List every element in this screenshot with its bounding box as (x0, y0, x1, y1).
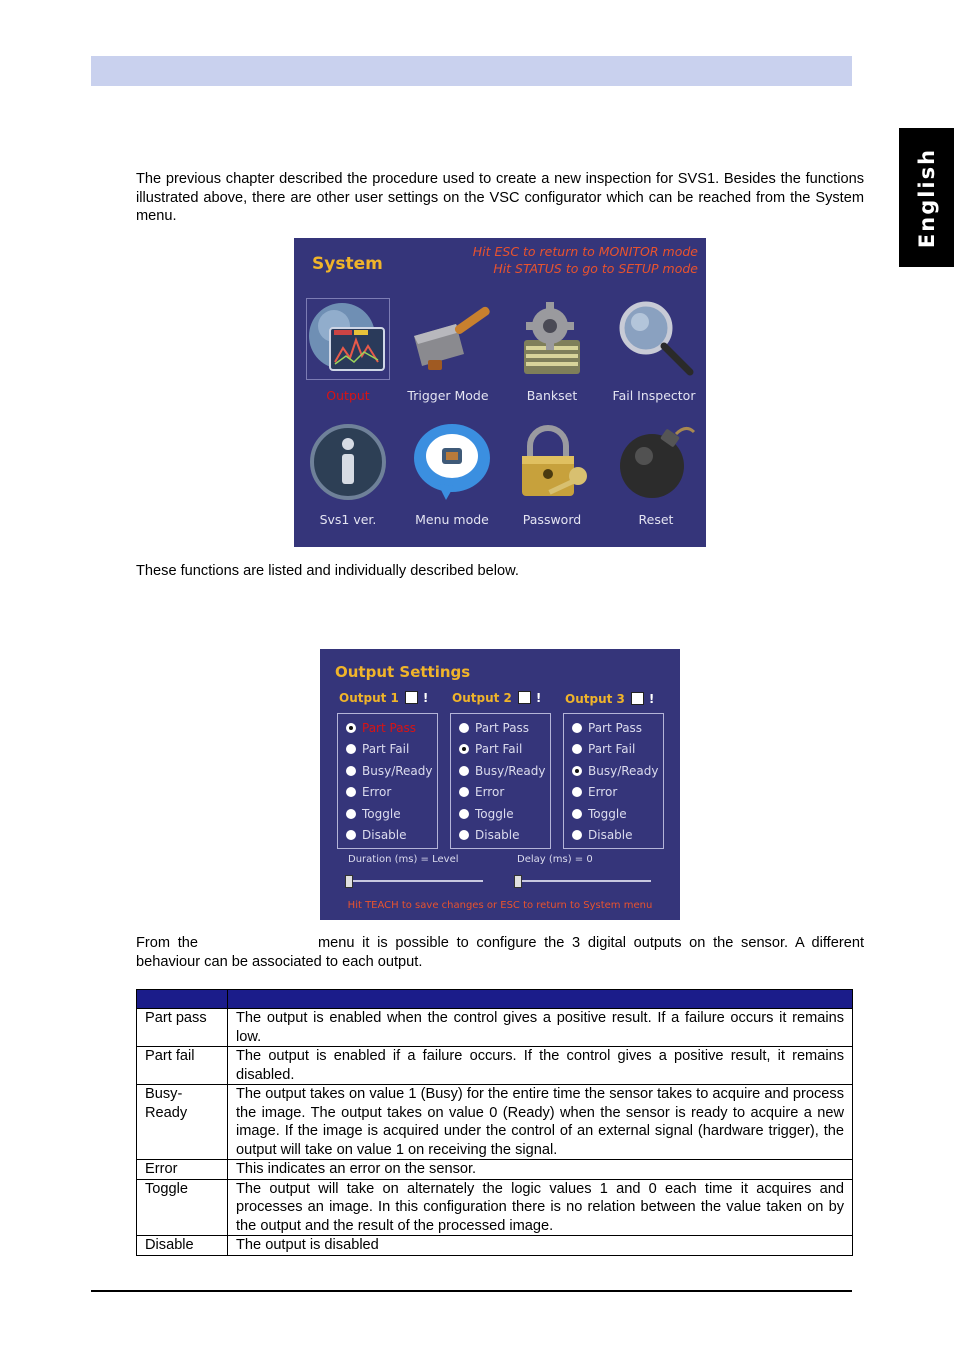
radio-icon (572, 787, 582, 797)
delay-slider-track[interactable] (515, 880, 651, 882)
radio-icon (459, 809, 469, 819)
option-description: The output is enabled when the control gives a positive result. If a failure occurs it remains low. (228, 1009, 853, 1047)
radio-icon (459, 787, 469, 797)
intro-paragraph: The previous chapter described the procedure used to create a new inspection for SVS1. Besides the functions illustrated above, there are other user settings on the VSC configurator which can be reached from the System menu. (136, 171, 864, 224)
output-1-label: Output 1 (339, 691, 399, 705)
system-menu-title: System (312, 254, 383, 274)
radio-option[interactable] (346, 785, 391, 799)
output-1-options (337, 713, 438, 849)
radio-icon (572, 766, 582, 776)
output-settings-title: Output Settings (335, 663, 471, 681)
delay-label: Delay (ms) = 0 (517, 854, 593, 865)
radio-icon (459, 830, 469, 840)
radio-icon (459, 723, 469, 733)
radio-icon (459, 744, 469, 754)
menu-tile-bankset-label: Bankset (526, 388, 578, 403)
option-description: The output will take on alternately the logic values 1 and 0 each time it acquires and processes an image. In this configuration there is no relation between the value taken on by the output and the result of the processed image. (228, 1179, 853, 1236)
output-3-label: Output 3 (565, 692, 625, 706)
output-paragraph-part1: From the (136, 935, 199, 951)
table-header-cell (137, 990, 228, 1009)
output-options-table (136, 989, 853, 1256)
menu-tile-reset[interactable] (606, 420, 706, 540)
radio-option[interactable] (572, 764, 659, 778)
menu-tile-menu-mode[interactable] (402, 420, 502, 540)
bomb-icon (606, 420, 706, 515)
radio-label: Disable (362, 828, 407, 842)
option-name: Disable (137, 1236, 228, 1256)
radio-icon (459, 766, 469, 776)
gear-stack-icon (502, 296, 602, 391)
table-row (137, 1009, 853, 1047)
radio-label: Error (475, 785, 505, 799)
duration-label: Duration (ms) = Level (348, 854, 459, 865)
speech-bubble-icon (402, 420, 502, 515)
output-2-label: Output 2 (452, 691, 512, 705)
footer-rule (91, 1290, 852, 1292)
output-monitor-icon (298, 296, 398, 391)
radio-label: Part Fail (588, 742, 636, 756)
menu-tile-output-label: Output (326, 388, 370, 403)
output-3-header (565, 692, 654, 706)
output-2-checkbox[interactable] (518, 691, 531, 704)
functions-note: These functions are listed and individually described below. (136, 563, 519, 579)
radio-icon (346, 809, 356, 819)
magnifier-icon (604, 296, 704, 391)
option-name: Toggle (137, 1179, 228, 1236)
radio-option[interactable] (572, 828, 633, 842)
radio-icon (572, 809, 582, 819)
radio-label: Disable (588, 828, 633, 842)
menu-tile-trigger-mode[interactable] (398, 296, 498, 416)
table-row (137, 1160, 853, 1180)
system-hint-status: Hit STATUS to go to SETUP mode (493, 261, 698, 276)
menu-tile-password[interactable] (502, 420, 602, 540)
table-row (137, 1236, 853, 1256)
menu-tile-trigger-mode-label: Trigger Mode (407, 388, 489, 403)
radio-icon (572, 830, 582, 840)
radio-icon (346, 723, 356, 733)
radio-label: Busy/Ready (588, 764, 659, 778)
radio-label: Part Fail (362, 742, 410, 756)
radio-icon (572, 744, 582, 754)
output-paragraph (136, 934, 864, 971)
output-3-checkbox[interactable] (631, 692, 644, 705)
radio-label: Error (362, 785, 392, 799)
option-description: The output takes on value 1 (Busy) for the entire time the sensor takes to acquire and process the image. The output takes on value 0 (Ready) when the sensor is ready to acquire a new image. If the image is acquired under the control of an external signal (hardware trigger), the output will take on value 1 on receiving the signal. (228, 1085, 853, 1160)
radio-option[interactable] (346, 807, 401, 821)
radio-option[interactable] (459, 742, 522, 756)
table-row (137, 1085, 853, 1160)
language-tab-label: English (914, 147, 939, 248)
radio-label: Part Pass (362, 721, 417, 735)
option-name: Part fail (137, 1047, 228, 1085)
option-description: The output is disabled (228, 1236, 853, 1256)
radio-option[interactable] (346, 721, 416, 735)
header-bar (91, 56, 852, 86)
option-name: Busy- Ready (137, 1085, 228, 1160)
radio-label: Part Fail (475, 742, 523, 756)
duration-slider-track[interactable] (345, 880, 483, 882)
radio-label: Toggle (475, 807, 514, 821)
radio-icon (346, 766, 356, 776)
table-header-cell (228, 990, 853, 1009)
radio-option[interactable] (459, 764, 546, 778)
table-row (137, 1179, 853, 1236)
language-tab (899, 128, 954, 267)
menu-tile-menu-mode-label: Menu mode (415, 512, 489, 527)
menu-tile-output[interactable] (298, 296, 398, 416)
radio-label: Part Pass (588, 721, 643, 735)
radio-label: Part Pass (475, 721, 530, 735)
menu-tile-svs1-ver-label: Svs1 ver. (319, 512, 377, 527)
option-name: Error (137, 1160, 228, 1180)
output-1-checkbox[interactable] (405, 691, 418, 704)
radio-label: Busy/Ready (475, 764, 546, 778)
radio-option[interactable] (572, 721, 642, 735)
option-description: This indicates an error on the sensor. (228, 1160, 853, 1180)
radio-option[interactable] (346, 764, 433, 778)
table-header-row (137, 990, 853, 1009)
system-menu-screenshot (294, 238, 706, 547)
table-row (137, 1047, 853, 1085)
padlock-key-icon (502, 420, 602, 515)
menu-tile-bankset[interactable] (502, 296, 602, 416)
option-name: Part pass (137, 1009, 228, 1047)
output-2-options (450, 713, 551, 849)
radio-label: Toggle (362, 807, 401, 821)
radio-label: Disable (475, 828, 520, 842)
radio-label: Toggle (588, 807, 627, 821)
radio-option[interactable] (459, 828, 520, 842)
output-settings-screenshot (320, 649, 680, 920)
radio-icon (346, 830, 356, 840)
radio-label: Busy/Ready (362, 764, 433, 778)
menu-tile-fail-inspector[interactable] (604, 296, 704, 416)
menu-tile-password-label: Password (522, 512, 582, 527)
radio-option[interactable] (572, 742, 635, 756)
output-settings-hint: Hit TEACH to save changes or ESC to return to System menu (347, 900, 653, 911)
output-1-bang: ! (422, 691, 429, 705)
radio-option[interactable] (459, 807, 514, 821)
system-hint-esc: Hit ESC to return to MONITOR mode (472, 244, 698, 259)
output-1-header (339, 691, 428, 705)
output-2-header (452, 691, 541, 705)
option-description: The output is enabled if a failure occurs. If the control gives a positive result, it remains disabled. (228, 1047, 853, 1085)
radio-icon (572, 723, 582, 733)
menu-tile-reset-label: Reset (638, 512, 674, 527)
info-icon (298, 420, 398, 515)
radio-option[interactable] (459, 721, 529, 735)
radio-option[interactable] (346, 828, 407, 842)
radio-icon (346, 744, 356, 754)
radio-label: Error (588, 785, 618, 799)
output-paragraph-part2: menu it is possible to configure the 3 digital outputs on the sensor. A different behaviour can be associated to each output. (136, 935, 864, 970)
hammer-icon (398, 296, 498, 391)
radio-option[interactable] (459, 785, 504, 799)
radio-option[interactable] (346, 742, 409, 756)
delay-slider-thumb[interactable] (514, 875, 522, 888)
output-3-bang: ! (648, 692, 655, 706)
duration-slider-thumb[interactable] (345, 875, 353, 888)
output-2-bang: ! (535, 691, 542, 705)
radio-option[interactable] (572, 807, 627, 821)
menu-tile-fail-inspector-label: Fail Inspector (612, 388, 696, 403)
menu-tile-svs1-ver[interactable] (298, 420, 398, 540)
radio-icon (346, 787, 356, 797)
output-3-options (563, 713, 664, 849)
radio-option[interactable] (572, 785, 617, 799)
